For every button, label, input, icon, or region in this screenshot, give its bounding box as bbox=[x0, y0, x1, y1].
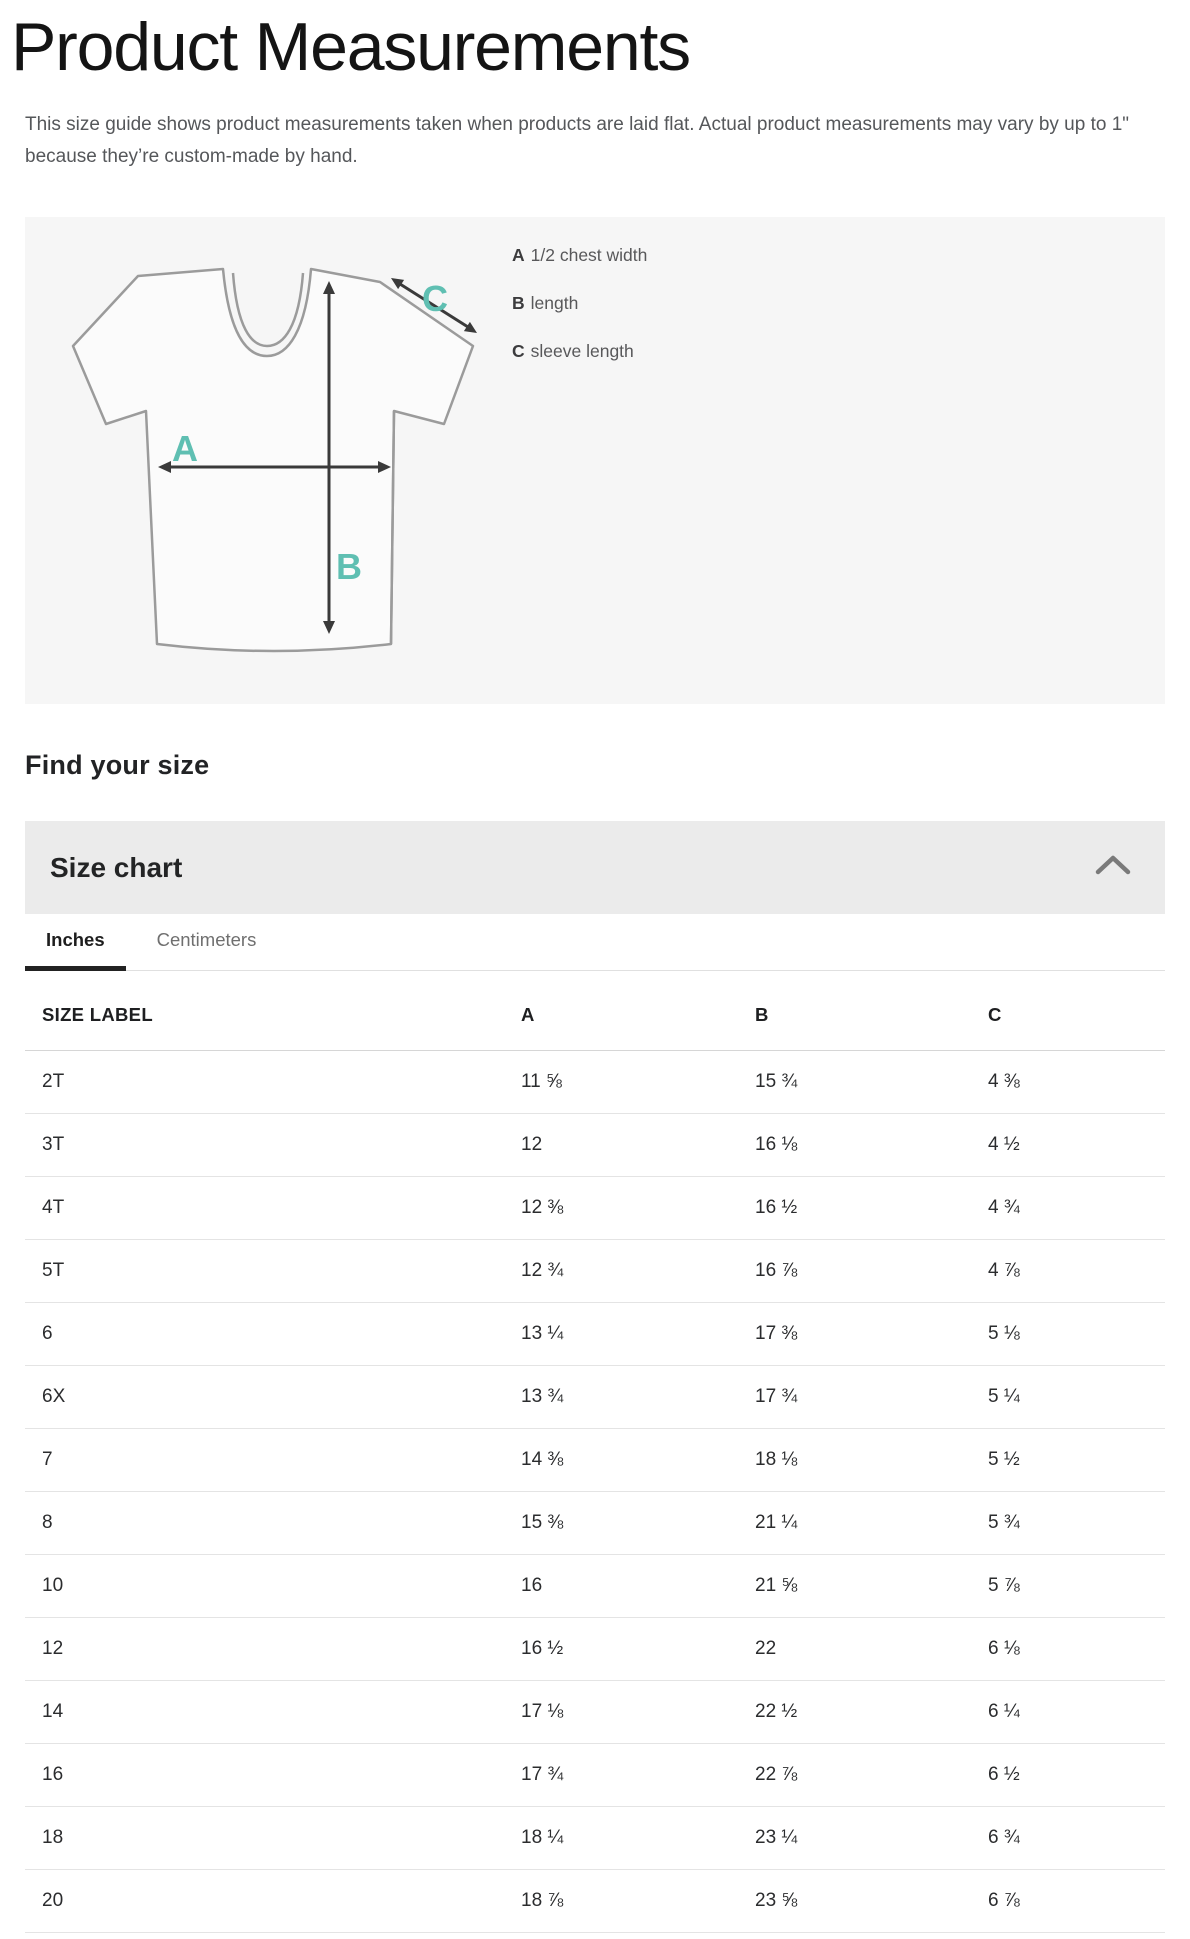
table-row bbox=[25, 1303, 1165, 1366]
cell-c: 5 ½ bbox=[988, 1429, 1165, 1492]
table-row bbox=[25, 1744, 1165, 1807]
cell-size: 5T bbox=[25, 1240, 521, 1303]
cell-c: 5 ¾ bbox=[988, 1492, 1165, 1555]
cell-c: 6 ⅞ bbox=[988, 1870, 1165, 1933]
legend-item-chest-width bbox=[512, 245, 647, 265]
measurement-legend bbox=[512, 217, 647, 389]
legend-key-a: A bbox=[512, 245, 525, 266]
column-header-c: C bbox=[988, 971, 1165, 1051]
cell-b: 21 ⅝ bbox=[755, 1555, 988, 1618]
cell-size: 8 bbox=[25, 1492, 521, 1555]
cell-size: 7 bbox=[25, 1429, 521, 1492]
cell-size: 6 bbox=[25, 1303, 521, 1366]
table-row bbox=[25, 1177, 1165, 1240]
cell-a: 13 ¼ bbox=[521, 1303, 755, 1366]
cell-size: 14 bbox=[25, 1681, 521, 1744]
table-header-row bbox=[25, 971, 1165, 1051]
column-header-size-label: SIZE LABEL bbox=[25, 971, 521, 1051]
size-chart-accordion-header[interactable] bbox=[25, 821, 1165, 914]
cell-size: 3T bbox=[25, 1114, 521, 1177]
cell-a: 18 ¼ bbox=[521, 1807, 755, 1870]
legend-text-c: sleeve length bbox=[530, 341, 634, 362]
legend-text-b: length bbox=[530, 293, 579, 314]
table-row bbox=[25, 1681, 1165, 1744]
cell-size: 10 bbox=[25, 1555, 521, 1618]
legend-key-c: C bbox=[512, 341, 525, 362]
cell-c: 4 ½ bbox=[988, 1114, 1165, 1177]
table-row bbox=[25, 1051, 1165, 1114]
table-row bbox=[25, 1807, 1165, 1870]
cell-b: 23 ⅝ bbox=[755, 1870, 988, 1933]
legend-text-a: 1/2 chest width bbox=[530, 245, 648, 266]
table-row bbox=[25, 1492, 1165, 1555]
cell-a: 13 ¾ bbox=[521, 1366, 755, 1429]
column-header-a: A bbox=[521, 971, 755, 1051]
cell-size: 2T bbox=[25, 1051, 521, 1114]
measurement-diagram-panel bbox=[25, 217, 1165, 704]
cell-a: 11 ⅝ bbox=[521, 1051, 755, 1114]
cell-a: 16 ½ bbox=[521, 1618, 755, 1681]
cell-c: 5 ¼ bbox=[988, 1366, 1165, 1429]
unit-tabs bbox=[25, 929, 1165, 971]
cell-a: 16 bbox=[521, 1555, 755, 1618]
cell-c: 5 ⅞ bbox=[988, 1555, 1165, 1618]
cell-c: 4 ⅞ bbox=[988, 1240, 1165, 1303]
cell-size: 6X bbox=[25, 1366, 521, 1429]
cell-a: 12 ¾ bbox=[521, 1240, 755, 1303]
diagram-marker-c: C bbox=[422, 278, 448, 320]
cell-b: 17 ⅜ bbox=[755, 1303, 988, 1366]
cell-b: 22 ½ bbox=[755, 1681, 988, 1744]
table-row bbox=[25, 1366, 1165, 1429]
cell-b: 22 bbox=[755, 1618, 988, 1681]
diagram-marker-a: A bbox=[172, 428, 198, 470]
cell-c: 6 ¾ bbox=[988, 1807, 1165, 1870]
tshirt-measurement-illustration bbox=[60, 227, 480, 667]
cell-c: 4 ⅜ bbox=[988, 1051, 1165, 1114]
cell-c: 6 ¼ bbox=[988, 1681, 1165, 1744]
size-guide-description: This size guide shows product measurements taken when products are laid flat. Actual product measurements may vary by up to 1" because they’re custom-made by hand. bbox=[25, 113, 1130, 168]
cell-a: 15 ⅜ bbox=[521, 1492, 755, 1555]
column-header-b: B bbox=[755, 971, 988, 1051]
legend-item-length bbox=[512, 293, 647, 313]
legend-key-b: B bbox=[512, 293, 525, 314]
table-row bbox=[25, 1429, 1165, 1492]
legend-item-sleeve-length bbox=[512, 341, 647, 361]
cell-c: 6 ⅛ bbox=[988, 1618, 1165, 1681]
cell-b: 23 ¼ bbox=[755, 1807, 988, 1870]
cell-b: 17 ¾ bbox=[755, 1366, 988, 1429]
tab-centimeters[interactable]: Centimeters bbox=[156, 929, 257, 951]
cell-c: 6 ½ bbox=[988, 1744, 1165, 1807]
cell-size: 18 bbox=[25, 1807, 521, 1870]
table-row bbox=[25, 1870, 1165, 1933]
chevron-up-icon[interactable] bbox=[1091, 851, 1135, 884]
cell-size: 12 bbox=[25, 1618, 521, 1681]
tab-inches[interactable]: Inches bbox=[25, 929, 126, 971]
cell-c: 5 ⅛ bbox=[988, 1303, 1165, 1366]
cell-a: 12 bbox=[521, 1114, 755, 1177]
tshirt-diagram bbox=[25, 217, 480, 672]
diagram-marker-b: B bbox=[336, 546, 362, 588]
find-your-size-heading: Find your size bbox=[25, 750, 210, 781]
table-row bbox=[25, 1114, 1165, 1177]
cell-a: 14 ⅜ bbox=[521, 1429, 755, 1492]
cell-a: 12 ⅜ bbox=[521, 1177, 755, 1240]
cell-b: 16 ⅞ bbox=[755, 1240, 988, 1303]
cell-size: 4T bbox=[25, 1177, 521, 1240]
table-row bbox=[25, 1618, 1165, 1681]
cell-size: 16 bbox=[25, 1744, 521, 1807]
cell-b: 22 ⅞ bbox=[755, 1744, 988, 1807]
table-row bbox=[25, 1555, 1165, 1618]
page-title: Product Measurements bbox=[11, 9, 690, 85]
cell-b: 15 ¾ bbox=[755, 1051, 988, 1114]
cell-b: 21 ¼ bbox=[755, 1492, 988, 1555]
cell-a: 17 ¾ bbox=[521, 1744, 755, 1807]
cell-b: 16 ½ bbox=[755, 1177, 988, 1240]
table-row bbox=[25, 1240, 1165, 1303]
size-chart-title: Size chart bbox=[50, 851, 183, 883]
cell-c: 4 ¾ bbox=[988, 1177, 1165, 1240]
size-chart-table bbox=[25, 971, 1165, 1933]
cell-b: 18 ⅛ bbox=[755, 1429, 988, 1492]
cell-a: 17 ⅛ bbox=[521, 1681, 755, 1744]
cell-b: 16 ⅛ bbox=[755, 1114, 988, 1177]
cell-size: 20 bbox=[25, 1870, 521, 1933]
cell-a: 18 ⅞ bbox=[521, 1870, 755, 1933]
